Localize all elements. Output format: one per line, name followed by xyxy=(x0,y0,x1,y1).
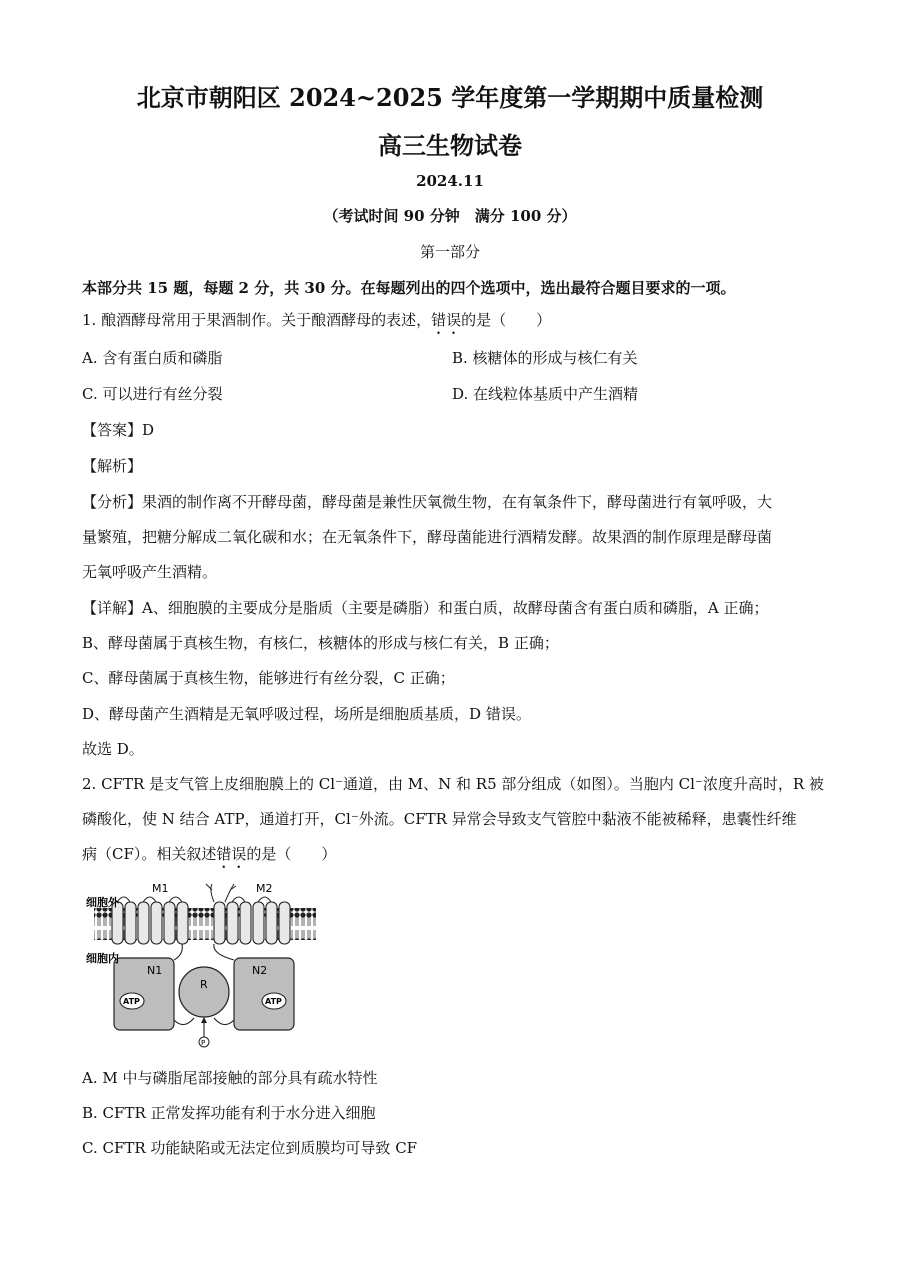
q2-stem-line: 磷酸化，使 N 结合 ATP，通道打开，Cl⁻外流。CFTR 异常会导致支气管腔中黏液不能被稀释，患囊性纤维 xyxy=(82,810,797,828)
label-n1: N1 xyxy=(147,964,163,977)
r-domain xyxy=(179,967,229,1017)
q2-stem-line-last xyxy=(82,844,826,872)
q1-option-b: B. 核糖体的形成与核仁有关 xyxy=(452,349,638,367)
label-m2: M2 xyxy=(256,882,273,895)
label-n2: N2 xyxy=(252,964,268,977)
q1-stem-before: 1. 酿酒酵母常用于果酒制作。关于酿酒酵母的表述， xyxy=(82,311,432,329)
q1-analysis-label: 【解析】 xyxy=(82,457,143,475)
q2-option-b: B. CFTR 正常发挥功能有利于水分进入细胞 xyxy=(82,1104,376,1122)
m2-loops xyxy=(232,897,271,902)
cftr-diagram xyxy=(84,880,324,1050)
q1-detail-line: C、酵母菌属于真核生物，能够进行有丝分裂，C 正确； xyxy=(82,669,455,687)
label-atp-left: ATP xyxy=(123,997,140,1006)
q2-stem-after: 的是（ ） xyxy=(246,845,337,863)
q1-analysis-line: 无氧呼吸产生酒精。 xyxy=(82,563,218,581)
label-m1: M1 xyxy=(152,882,169,895)
q1-detail-line: 【详解】A、细胞膜的主要成分是脂质（主要是磷脂）和蛋白质，故酵母菌含有蛋白质和磷脂，A 正确； xyxy=(82,599,769,617)
q1-option-a: A. 含有蛋白质和磷脂 xyxy=(82,349,223,367)
q1-option-d: D. 在线粒体基质中产生酒精 xyxy=(452,385,639,403)
q2-option-a: A. M 中与磷脂尾部接触的部分具有疏水特性 xyxy=(82,1069,378,1087)
m1-loops xyxy=(117,897,182,902)
exam-info: （考试时间 90 分钟 满分 100 分） xyxy=(323,207,577,225)
q1-analysis-line: 量繁殖，把糖分解成二氧化碳和水；在无氧条件下，酵母菌能进行酒精发酵。故果酒的制作原理是酵母菌 xyxy=(82,528,773,546)
glycan-chain xyxy=(206,884,236,902)
q1-conclusion: 故选 D。 xyxy=(82,740,144,758)
q1-stem-after: 的是（ ） xyxy=(461,311,552,329)
label-p: P xyxy=(201,1039,206,1047)
n1-domain xyxy=(114,958,174,1030)
exam-date: 2024.11 xyxy=(416,172,484,190)
label-r: R xyxy=(200,978,208,991)
q1-detail-line: D、酵母菌产生酒精是无氧呼吸过程，场所是细胞质基质，D 错误。 xyxy=(82,705,531,723)
label-outside: 细胞外 xyxy=(86,896,119,909)
exam-title: 北京市朝阳区 2024~2025 学年度第一学期期中质量检测 xyxy=(136,83,764,112)
q2-option-c: C. CFTR 功能缺陷或无法定位到质膜均可导致 CF xyxy=(82,1139,418,1157)
q2-stem-line: 2. CFTR 是支气管上皮细胞膜上的 Cl⁻通道，由 M、N 和 R5 部分组成（如图）。当胞内 Cl⁻浓度升高时，R 被 xyxy=(82,775,824,793)
label-inside: 细胞内 xyxy=(86,952,119,965)
q1-option-c: C. 可以进行有丝分裂 xyxy=(82,385,223,403)
q2-stem-before: 病（CF）。相关叙述 xyxy=(82,845,217,863)
q2-stem-emphasis: 错误 xyxy=(216,845,247,863)
q1-answer: 【答案】D xyxy=(82,421,155,439)
q1-stem xyxy=(82,310,826,338)
q1-analysis-line: 【分析】果酒的制作离不开酵母菌，酵母菌是兼性厌氧微生物，在有氧条件下，酵母菌进行有氧呼吸，大 xyxy=(82,493,773,511)
instructions: 本部分共 15 题，每题 2 分，共 30 分。在每题列出的四个选项中，选出最符合题目要求的一项。 xyxy=(82,279,736,297)
label-atp-right: ATP xyxy=(265,997,282,1006)
q1-detail-line: B、酵母菌属于真核生物，有核仁，核糖体的形成与核仁有关，B 正确； xyxy=(82,634,559,652)
exam-subtitle: 高三生物试卷 xyxy=(378,131,522,160)
q1-stem-emphasis: 错误 xyxy=(431,311,462,329)
phosphate-arrow-head xyxy=(201,1017,207,1023)
part-heading: 第一部分 xyxy=(419,243,480,261)
